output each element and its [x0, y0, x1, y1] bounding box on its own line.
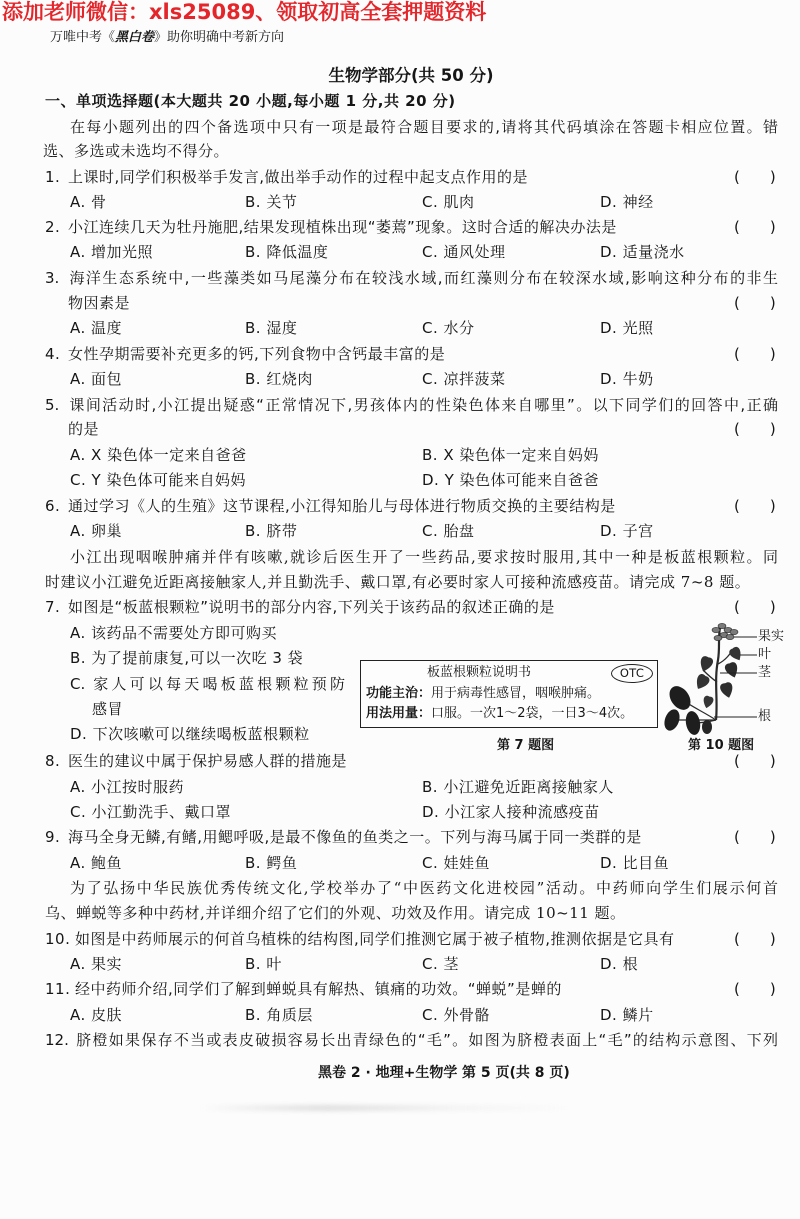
question-text: 医生的建议中属于保护易感人群的措施是 — [68, 752, 348, 770]
q4-option-c: C. 凉拌菠菜 — [422, 370, 506, 388]
answer-bracket: ( ) — [734, 294, 776, 312]
q2-option-a: A. 增加光照 — [70, 243, 154, 261]
q6-option-d: D. 子宫 — [600, 522, 654, 540]
instruction-line-1: 在每小题列出的四个备选项中只有一项是最符合题目要求的,请将其代码填涂在答题卡相应位置。错 — [70, 118, 778, 136]
header-prefix: 万唯中考《 — [50, 30, 116, 45]
question-number: 11. — [45, 980, 71, 998]
heshouwu-plant-figure — [660, 620, 758, 735]
question-10-stem — [45, 929, 675, 949]
q6-option-a: A. 卵巢 — [70, 522, 123, 540]
q8-option-d: D. 小江家人接种流感疫苗 — [422, 803, 600, 821]
question-8-stem — [45, 751, 347, 771]
question-6-stem — [45, 496, 616, 516]
question-text: 海洋生态系统中,一些藻类如马尾藻分布在较浅水域,而红藻则分布在较深水域,影响这种分布的非生 — [68, 269, 778, 287]
q3-option-c: C. 水分 — [422, 319, 475, 337]
q4-option-d: D. 牛奶 — [600, 370, 654, 388]
q6-option-c: C. 胎盘 — [422, 522, 475, 540]
question-5-stem — [45, 395, 778, 415]
section-heading: 一、单项选择题(本大题共 20 小题,每小题 1 分,共 20 分) — [45, 92, 456, 110]
question-text: 上课时,同学们积极举手发言,做出举手动作的过程中起支点作用的是 — [68, 168, 529, 186]
answer-bracket: ( ) — [734, 420, 776, 438]
question-9-stem — [45, 827, 642, 847]
q7-option-c-continued: 感冒 — [92, 700, 124, 718]
footer-page-number: 第 5 页(共 8 页) — [462, 1065, 570, 1081]
q1-option-b: B. 关节 — [245, 193, 298, 211]
q10-option-d: D. 根 — [600, 955, 639, 973]
medicine-label-title: 板蓝根颗粒说明书 — [427, 665, 532, 680]
plant-tuber — [662, 707, 683, 732]
q3-option-b: B. 湿度 — [245, 319, 298, 337]
q10-option-c: C. 茎 — [422, 955, 460, 973]
q4-option-b: B. 红烧肉 — [245, 370, 313, 388]
running-header — [50, 30, 284, 46]
q10-option-a: A. 果实 — [70, 955, 123, 973]
question-5-stem-continued: 的是 — [68, 420, 100, 438]
question-11-stem — [45, 979, 562, 999]
q9-option-b: B. 鳄鱼 — [245, 854, 298, 872]
q1-option-c: C. 肌肉 — [422, 193, 475, 211]
plant-stem — [716, 628, 720, 720]
plant-label-stem: 茎 — [758, 665, 772, 680]
q1-option-d: D. 神经 — [600, 193, 654, 211]
q5-option-c: C. Y 染色体可能来自妈妈 — [70, 471, 246, 489]
medicine-label-figure — [360, 660, 658, 728]
q11-option-c: C. 外骨骼 — [422, 1006, 491, 1024]
q2-option-c: C. 通风处理 — [422, 243, 506, 261]
question-number: 1. — [45, 168, 61, 186]
q7-option-d: D. 下次咳嗽可以继续喝板蓝根颗粒 — [70, 725, 310, 743]
q8-option-c: C. 小江勤洗手、戴口罩 — [70, 803, 232, 821]
q11-option-d: D. 鳞片 — [600, 1006, 654, 1024]
question-number: 5. — [45, 396, 60, 414]
question-2-stem — [45, 217, 617, 237]
question-number: 10. — [45, 930, 71, 948]
plant-label-leaf: 叶 — [758, 647, 772, 662]
q8-option-a: A. 小江按时服药 — [70, 778, 185, 796]
figure-10-caption: 第 10 题图 — [688, 738, 755, 753]
medicine-dosage-row — [366, 705, 633, 723]
answer-bracket: ( ) — [734, 930, 776, 948]
plant-tuber — [665, 682, 695, 714]
q9-option-a: A. 鲍鱼 — [70, 854, 123, 872]
figure-7-caption: 第 7 题图 — [497, 738, 555, 753]
question-number: 3. — [45, 269, 60, 287]
plant-leaf — [719, 681, 735, 699]
plant-leaf — [724, 661, 741, 680]
q8-option-b: B. 小江避免近距离接触家人 — [422, 778, 614, 796]
question-number: 4. — [45, 345, 61, 363]
q7-option-c: C. 家人可以每天喝板蓝根颗粒预防 — [70, 675, 345, 693]
question-3-stem-continued: 物因素是 — [68, 294, 131, 312]
plant-tuber — [702, 720, 712, 734]
q5-option-d: D. Y 染色体可能来自爸爸 — [422, 471, 600, 489]
scan-smudge — [200, 1105, 580, 1111]
passage-2-line-1: 为了弘扬中华民族优秀传统文化,学校举办了“中医药文化进校园”活动。中药师向学生们展示何首 — [70, 879, 778, 897]
question-text: 如图是中药师展示的何首乌植株的结构图,同学们推测它属于被子植物,推测依据是它具有 — [75, 930, 675, 948]
q6-option-b: B. 脐带 — [245, 522, 298, 540]
medicine-indication-row — [366, 685, 600, 703]
question-text: 女性孕期需要补充更多的钙,下列食物中含钙最丰富的是 — [68, 345, 446, 363]
q1-option-a: A. 骨 — [70, 193, 107, 211]
page-title: 生物学部分(共 50 分) — [328, 66, 494, 85]
plant-fruit — [730, 629, 738, 634]
question-text: 通过学习《人的生殖》这节课程,小江得知胎儿与母体进行物质交换的主要结构是 — [68, 497, 616, 515]
plant-fruit — [726, 634, 734, 639]
question-text: 海马全身无鳞,有鳍,用鳃呼吸,是最不像鱼的鱼类之一。下列与海马属于同一类群的是 — [68, 828, 642, 846]
watermark-banner: 添加老师微信：xls25089、领取初高全套押题资料 — [2, 0, 487, 24]
q4-option-a: A. 面包 — [70, 370, 123, 388]
footer-exam-name: 黑卷 2 · 地理+生物学 — [318, 1065, 458, 1081]
answer-bracket: ( ) — [734, 345, 776, 363]
question-number: 7. — [45, 598, 61, 616]
question-number: 9. — [45, 828, 61, 846]
q5-option-a: A. X 染色体一定来自爸爸 — [70, 446, 247, 464]
q9-option-c: C. 娃娃鱼 — [422, 854, 491, 872]
header-suffix: 》助你明确中考新方向 — [154, 30, 285, 45]
passage-1-line-1: 小江出现咽喉肿痛并伴有咳嗽,就诊后医生开了一些药品,要求按时服用,其中一种是板蓝根颗粒。同 — [70, 548, 778, 566]
passage-2-line-2: 乌、蝉蜕等多种中药材,并详细介绍了它们的外观、功效及作用。请完成 10~11 题。 — [45, 904, 626, 922]
plant-label-fruit: 果实 — [758, 629, 785, 644]
plant-tuber — [684, 710, 702, 735]
question-4-stem — [45, 344, 445, 364]
row-label: 用法用量： — [366, 706, 432, 721]
answer-bracket: ( ) — [734, 828, 776, 846]
plant-label-root: 根 — [758, 709, 772, 724]
plant-leaf — [698, 655, 715, 674]
plant-leaf — [728, 646, 744, 663]
instruction-line-2: 选、多选或未选均不得分。 — [43, 142, 230, 160]
answer-bracket: ( ) — [734, 598, 776, 616]
passage-1-line-2: 时建议小江避免近距离接触家人,并且勤洗手、戴口罩,有必要时家人可接种流感疫苗。请完成 7~8 题。 — [45, 573, 751, 591]
q3-option-a: A. 温度 — [70, 319, 123, 337]
question-number: 2. — [45, 218, 61, 236]
q7-option-a: A. 该药品不需要处方即可购买 — [70, 624, 278, 642]
question-7-stem — [45, 597, 555, 617]
question-number: 12. — [45, 1031, 69, 1049]
answer-bracket: ( ) — [734, 497, 776, 515]
question-text: 小江连续几天为牡丹施肥,结果发现植株出现“萎蔫”现象。这时合适的解决办法是 — [68, 218, 617, 236]
answer-bracket: ( ) — [734, 980, 776, 998]
row-label: 功能主治： — [366, 686, 432, 701]
q11-option-b: B. 角质层 — [245, 1006, 313, 1024]
q3-option-d: D. 光照 — [600, 319, 654, 337]
question-text: 如图是“板蓝根颗粒”说明书的部分内容,下列关于该药品的叙述正确的是 — [68, 598, 555, 616]
plant-fruit — [714, 635, 722, 640]
question-text: 经中药师介绍,同学们了解到蝉蜕具有解热、镇痛的功效。“蝉蜕”是蝉的 — [75, 980, 562, 998]
question-text: 脐橙如果保存不当或表皮破损容易长出青绿色的“毛”。如图为脐橙表面上“毛”的结构示意图、下列 — [75, 1031, 778, 1049]
row-value: 口服。一次1～2袋，一日3～4次。 — [431, 706, 634, 721]
answer-bracket: ( ) — [734, 218, 776, 236]
q7-option-b: B. 为了提前康复,可以一次吃 3 袋 — [70, 649, 304, 667]
q2-option-d: D. 适量浇水 — [600, 243, 685, 261]
plant-leaf — [702, 695, 715, 709]
row-value: 用于病毒性感冒，咽喉肿痛。 — [431, 686, 601, 701]
answer-bracket: ( ) — [734, 752, 776, 770]
q9-option-d: D. 比目鱼 — [600, 854, 670, 872]
q5-option-b: B. X 染色体一定来自妈妈 — [422, 446, 599, 464]
question-number: 8. — [45, 752, 61, 770]
answer-bracket: ( ) — [734, 168, 776, 186]
otc-badge: OTC — [611, 664, 653, 683]
q2-option-b: B. 降低温度 — [245, 243, 329, 261]
question-number: 6. — [45, 497, 61, 515]
header-brand: 黑白卷 — [115, 30, 155, 45]
question-12-stem — [45, 1030, 778, 1050]
q11-option-a: A. 皮肤 — [70, 1006, 123, 1024]
question-1-stem — [45, 167, 528, 187]
q10-option-b: B. 叶 — [245, 955, 282, 973]
question-3-stem — [45, 268, 778, 288]
plant-fruit-cluster — [712, 623, 738, 640]
question-text: 课间活动时,小江提出疑惑“正常情况下,男孩体内的性染色体来自哪里”。以下同学们的回答中,正确 — [68, 396, 778, 414]
